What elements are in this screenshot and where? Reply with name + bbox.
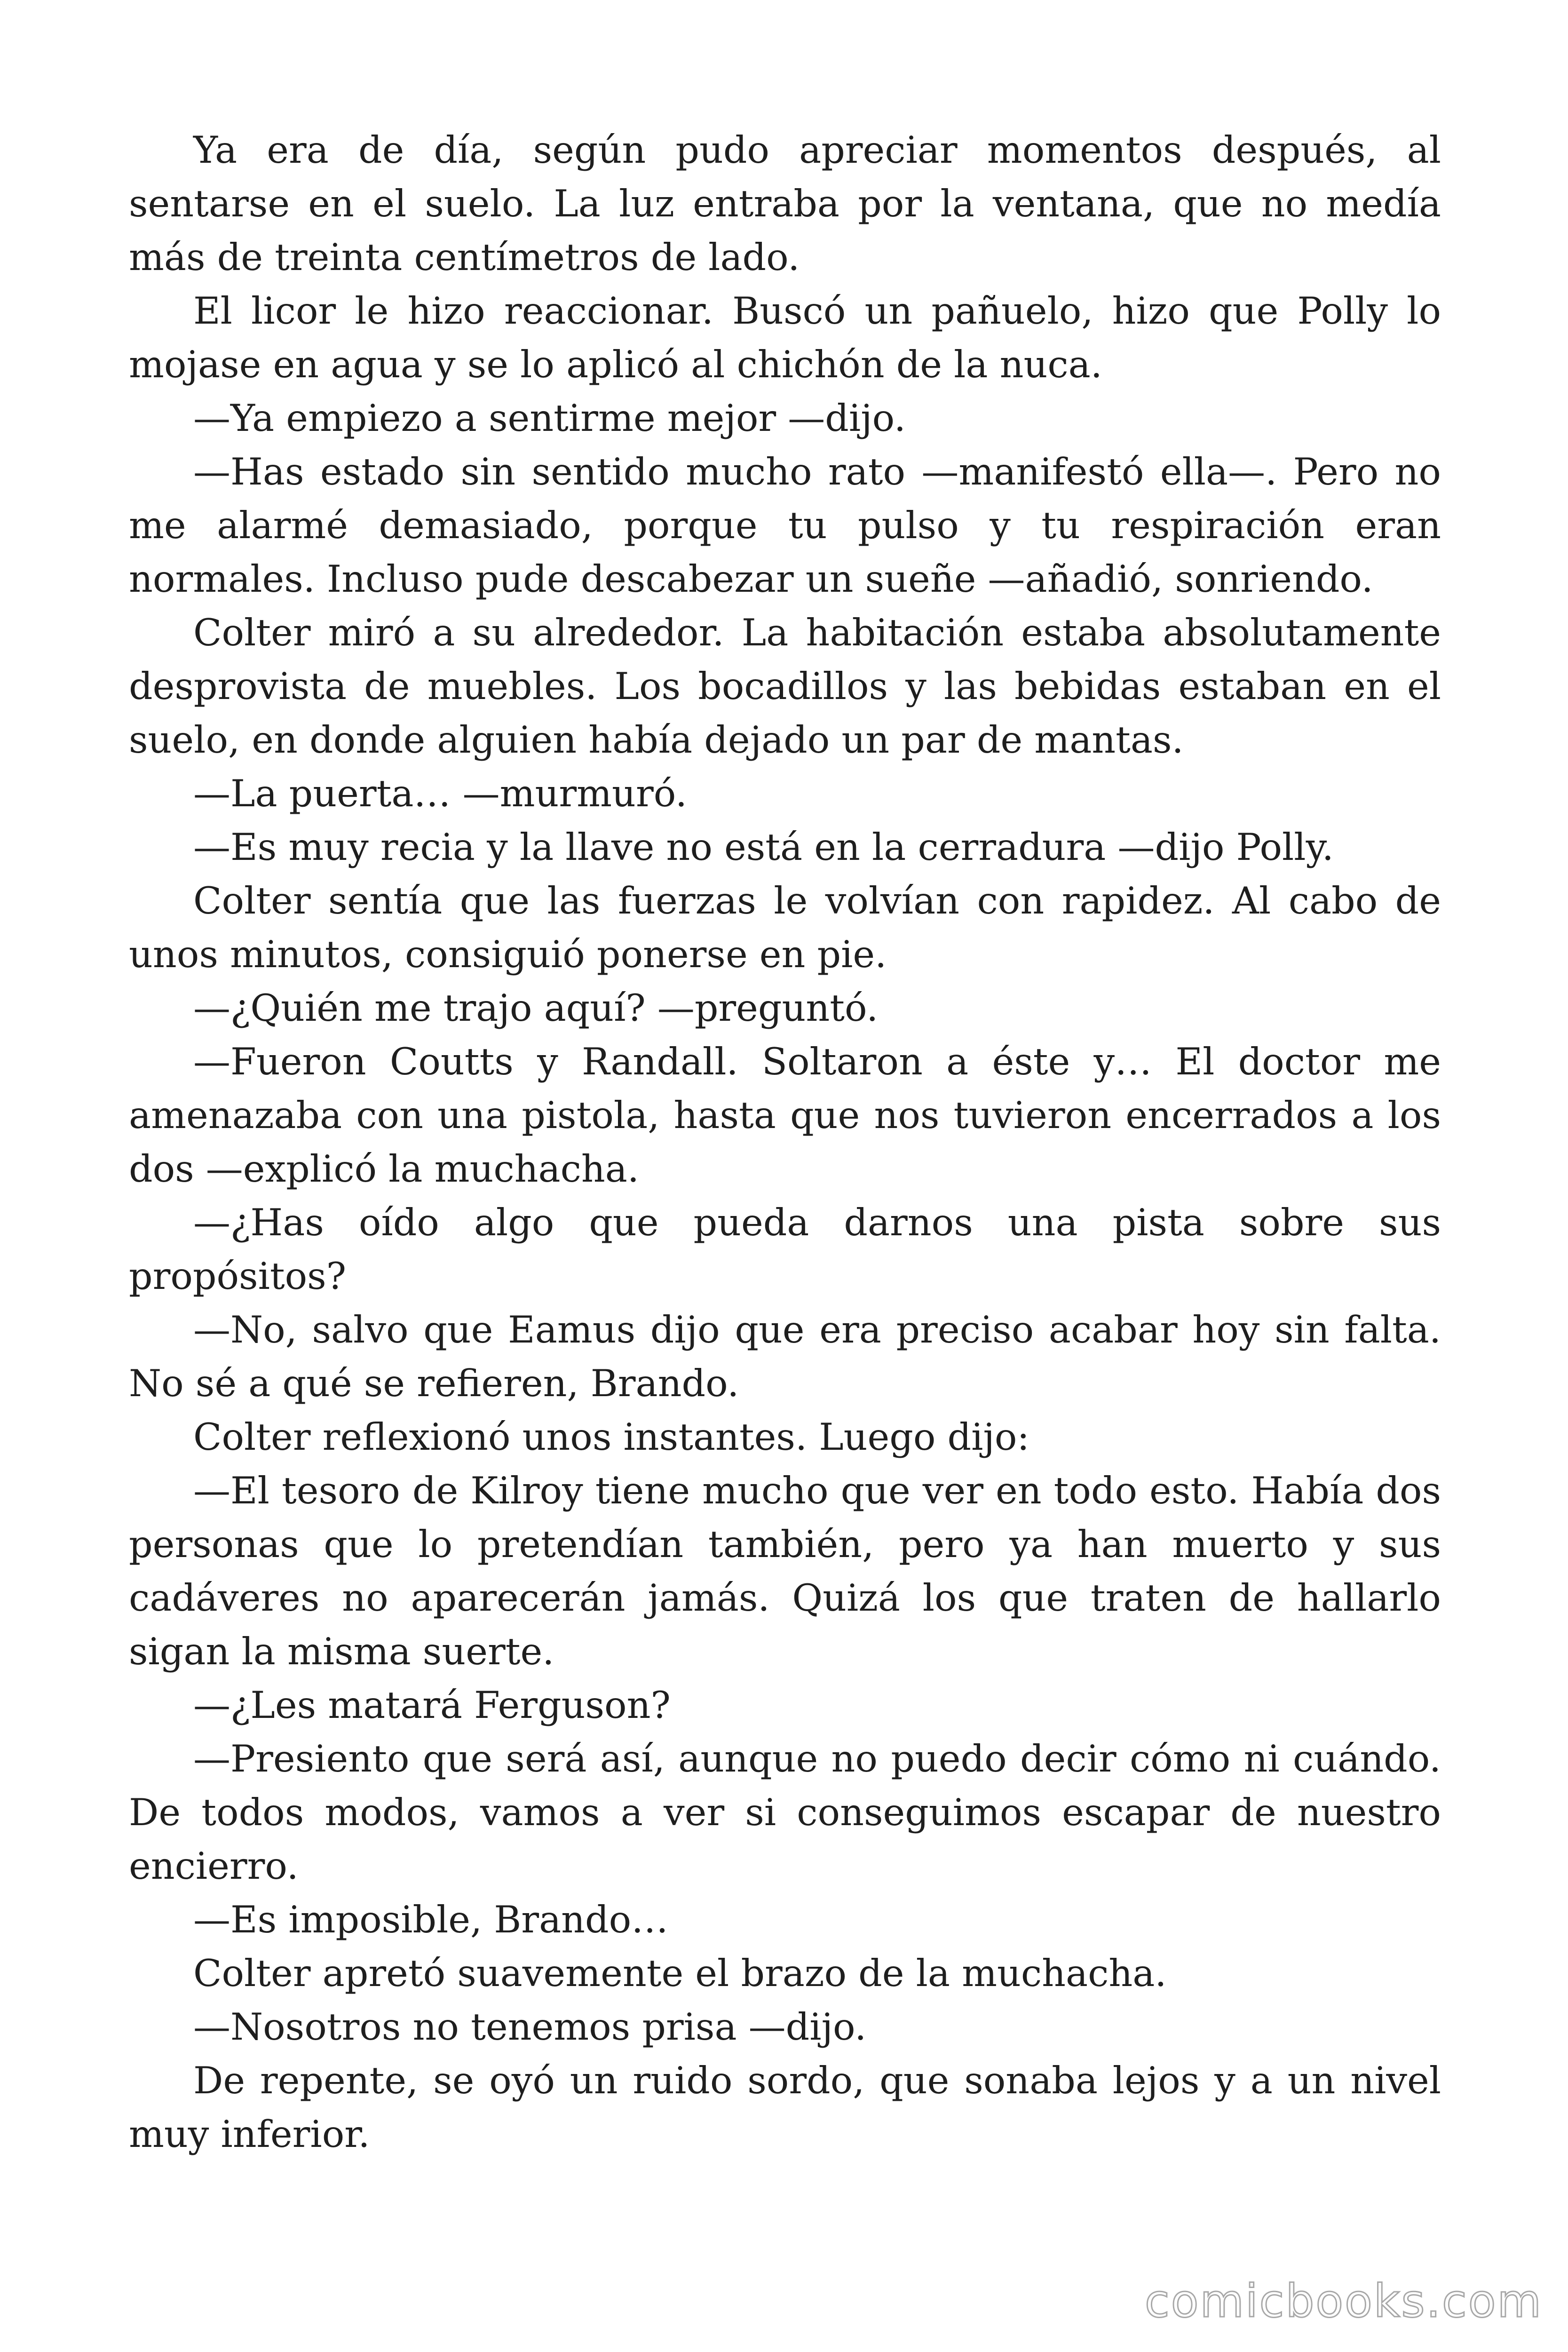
paragraph: —La puerta… —murmuró.: [193, 772, 687, 815]
paragraph: Colter sentía que las fuerzas le volvían con rapidez. Al cabo de unos minutos, consiguió ponerse en pie.: [129, 879, 1441, 976]
paragraph: —No, salvo que Eamus dijo que era preciso acabar hoy sin falta. No sé a qué se refieren, Brando.: [129, 1308, 1441, 1405]
paragraph: —Fueron Coutts y Randall. Soltaron a éste y… El doctor me amenazaba con una pistola, hasta que nos tuvieron encerrados a los dos —explicó la muchacha.: [129, 1040, 1441, 1191]
paragraph: —¿Quién me trajo aquí? —preguntó.: [193, 986, 879, 1030]
paragraph: —El tesoro de Kilroy tiene mucho que ver en todo esto. Había dos personas que lo pretendían también, pero ya han muerto y sus cadáveres no aparecerán jamás. Quizá los que traten de hallarlo sigan la misma suerte.: [129, 1469, 1441, 1673]
paragraph: Colter reflexionó unos instantes. Luego dijo:: [193, 1415, 1030, 1459]
paragraph: —Nosotros no tenemos prisa —dijo.: [193, 2005, 867, 2049]
paragraph: El licor le hizo reaccionar. Buscó un pañuelo, hizo que Polly lo mojase en agua y se lo aplicó al chichón de la nuca.: [129, 289, 1441, 386]
paragraph: De repente, se oyó un ruido sordo, que sonaba lejos y a un nivel muy inferior.: [129, 2059, 1441, 2156]
paragraph: —Has estado sin sentido mucho rato —manifestó ella—. Pero no me alarmé demasiado, porque tu pulso y tu respiración eran normales. Incluso pude descabezar un sueñe —añadió, sonriendo.: [129, 450, 1441, 601]
paragraph: —Ya empiezo a sentirme mejor —dijo.: [193, 397, 906, 440]
paragraph: Colter miró a su alrededor. La habitación estaba absolutamente desprovista de muebles. Los bocadillos y las bebidas estaban en el suelo, en donde alguien había dejado un par de mantas.: [129, 611, 1441, 762]
paragraph: —¿Les matará Ferguson?: [193, 1684, 671, 1727]
watermark: comicbooks.com: [1144, 2275, 1543, 2328]
paragraph: —Es muy recia y la llave no está en la cerradura —dijo Polly.: [193, 826, 1334, 869]
body-text: [129, 123, 1441, 2161]
paragraph: —Es imposible, Brando…: [193, 1898, 669, 1941]
paragraph: Colter apretó suavemente el brazo de la muchacha.: [193, 1952, 1167, 1995]
paragraph: —Presiento que será así, aunque no puedo decir cómo ni cuándo. De todos modos, vamos a ver si conseguimos escapar de nuestro encierro.: [129, 1737, 1441, 1888]
paragraph: Ya era de día, según pudo apreciar momentos después, al sentarse en el suelo. La luz entraba por la ventana, que no medía más de treinta centímetros de lado.: [129, 128, 1441, 279]
paragraph: —¿Has oído algo que pueda darnos una pista sobre sus propósitos?: [129, 1201, 1441, 1298]
